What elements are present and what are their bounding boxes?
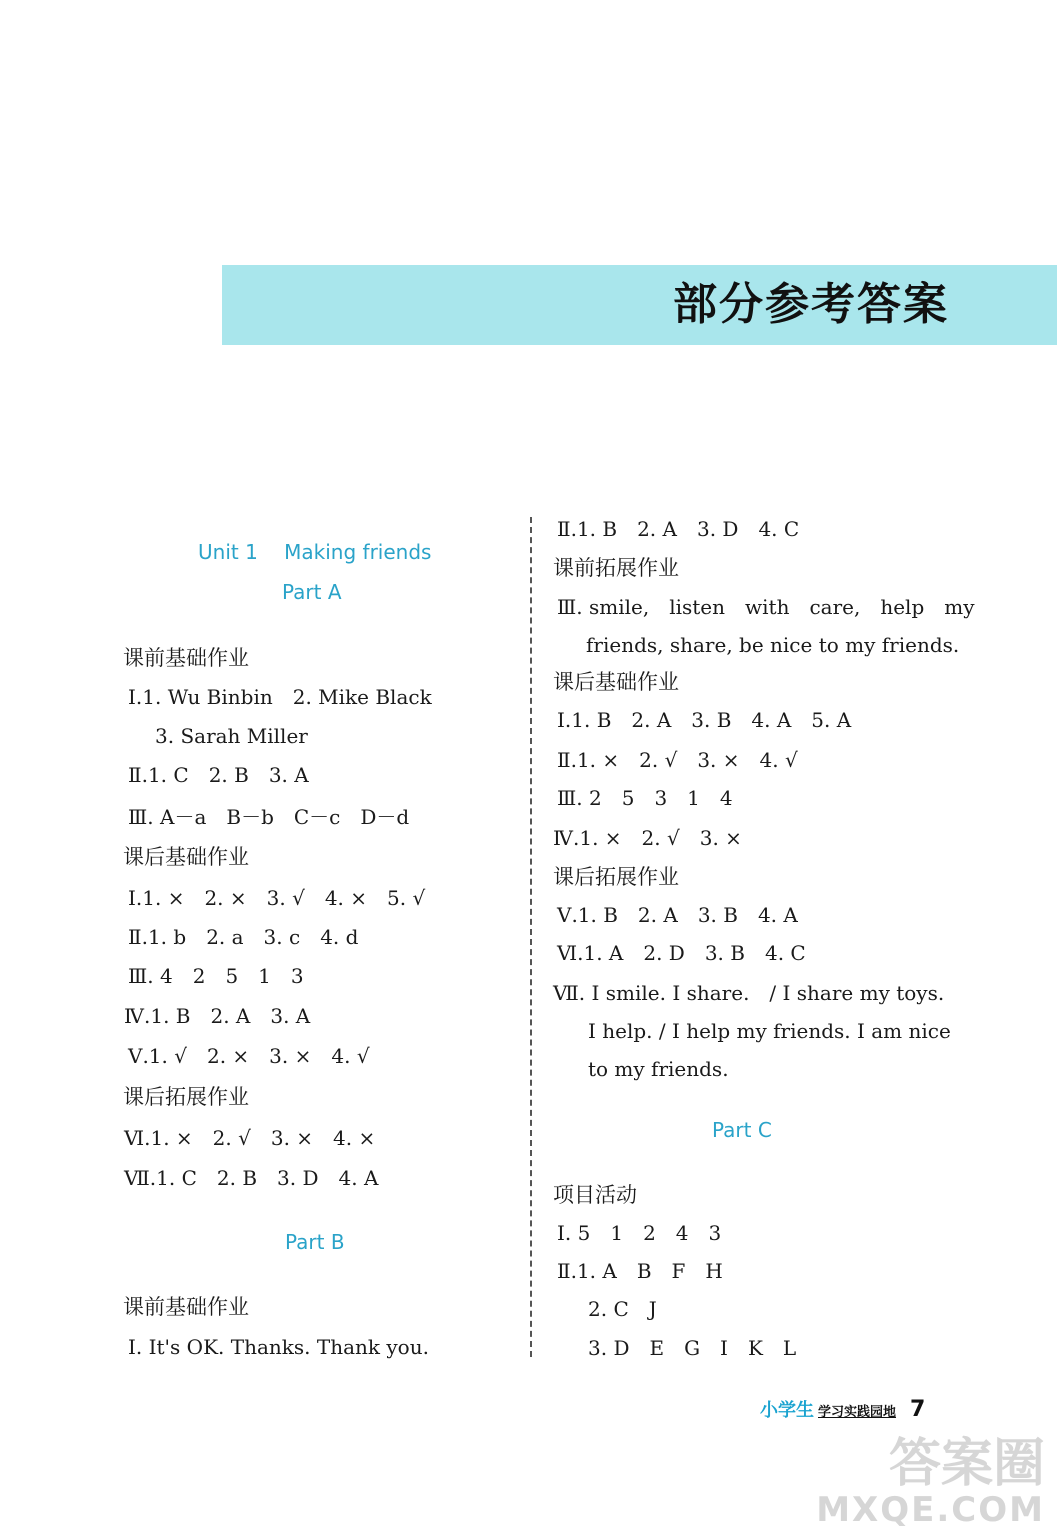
answer-line: 3. Sarah Miller bbox=[155, 724, 308, 748]
part-c-heading: Part C bbox=[712, 1118, 772, 1142]
answer-line: Ⅰ. It's OK. Thanks. Thank you. bbox=[128, 1335, 429, 1359]
footer bbox=[760, 1396, 925, 1422]
section-label: 课后基础作业 bbox=[123, 845, 249, 869]
answer-line: Ⅱ.1. C 2. B 3. A bbox=[128, 763, 309, 787]
answer-line: 2. C J bbox=[588, 1297, 657, 1321]
answer-line: Ⅱ.1. B 2. A 3. D 4. C bbox=[557, 517, 800, 541]
answer-line: Ⅴ.1. B 2. A 3. B 4. A bbox=[557, 903, 798, 927]
page-title: 部分参考答案 bbox=[673, 279, 949, 330]
answer-line: Ⅳ.1. B 2. A 3. A bbox=[124, 1004, 311, 1028]
watermark-url: MXQE.COM bbox=[816, 1490, 1045, 1530]
answer-line: friends, share, be nice to my friends. bbox=[586, 633, 960, 657]
part-a-heading: Part A bbox=[282, 580, 342, 604]
answer-line: Ⅶ.1. C 2. B 3. D 4. A bbox=[124, 1166, 379, 1190]
footer-brand: 小学生 bbox=[760, 1400, 814, 1421]
answer-line: Ⅶ. I smile. I share. / I share my toys. bbox=[553, 981, 945, 1005]
part-b-heading: Part B bbox=[285, 1230, 345, 1254]
section-label: 课前拓展作业 bbox=[553, 556, 679, 580]
answer-line: Ⅱ.1. × 2. √ 3. × 4. √ bbox=[557, 748, 798, 772]
answer-line: Ⅰ.1. B 2. A 3. B 4. A 5. A bbox=[557, 708, 852, 732]
answer-line: Ⅳ.1. × 2. √ 3. × bbox=[553, 826, 742, 850]
footer-subtitle: 学习实践园地 bbox=[818, 1405, 897, 1420]
watermark-logo-text: 答案圈 bbox=[888, 1434, 1045, 1494]
answer-line: Ⅰ. 5 1 2 4 3 bbox=[557, 1221, 722, 1245]
answer-line: Ⅲ. A－a B－b C－c D－d bbox=[128, 805, 410, 829]
section-label: 课后拓展作业 bbox=[553, 865, 679, 889]
answer-line: I help. / I help my friends. I am nice bbox=[588, 1019, 951, 1043]
section-label: 课前基础作业 bbox=[123, 1295, 249, 1319]
answer-line: Ⅲ. 4 2 5 1 3 bbox=[128, 964, 304, 988]
section-label: 项目活动 bbox=[553, 1183, 637, 1207]
answer-line: Ⅰ.1. × 2. × 3. √ 4. × 5. √ bbox=[128, 886, 426, 910]
unit-heading: Unit 1 Making friends bbox=[198, 540, 432, 564]
answer-line: Ⅲ. smile, listen with care, help my bbox=[557, 595, 975, 619]
answer-line: Ⅴ.1. √ 2. × 3. × 4. √ bbox=[128, 1044, 370, 1068]
watermark bbox=[816, 1436, 1045, 1528]
answer-line: to my friends. bbox=[588, 1057, 729, 1081]
section-label: 课后基础作业 bbox=[553, 670, 679, 694]
page-number: 7 bbox=[910, 1397, 926, 1422]
section-label: 课前基础作业 bbox=[123, 646, 249, 670]
answer-line: Ⅱ.1. b 2. a 3. c 4. d bbox=[128, 925, 359, 949]
answer-line: Ⅱ.1. A B F H bbox=[557, 1259, 723, 1283]
answer-line: Ⅰ.1. Wu Binbin 2. Mike Black bbox=[128, 685, 432, 709]
section-label: 课后拓展作业 bbox=[123, 1085, 249, 1109]
answer-line: Ⅵ.1. × 2. √ 3. × 4. × bbox=[124, 1126, 376, 1150]
answer-line: Ⅵ.1. A 2. D 3. B 4. C bbox=[557, 941, 806, 965]
column-divider bbox=[530, 517, 532, 1357]
answer-line: 3. D E G I K L bbox=[588, 1336, 797, 1360]
answer-line: Ⅲ. 2 5 3 1 4 bbox=[557, 786, 733, 810]
